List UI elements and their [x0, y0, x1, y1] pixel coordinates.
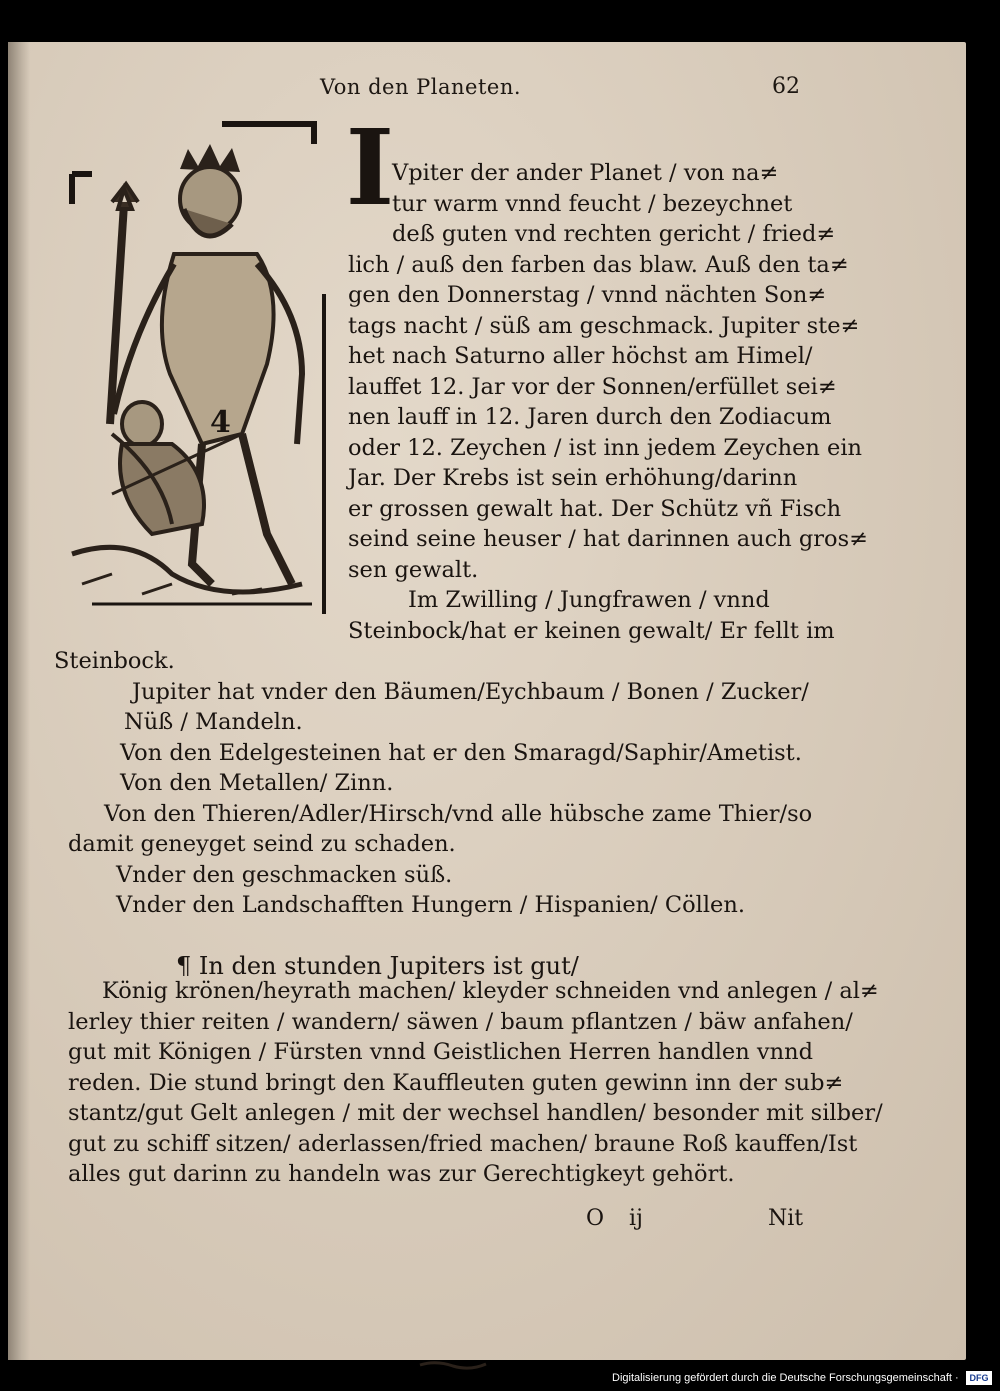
right-column-text: [348, 158, 868, 646]
text-line: alles gut darinn zu handeln was zur Gerechtigkeyt gehört.: [68, 1161, 735, 1187]
text-line: Jar. Der Krebs ist sein erhöhung/darinn: [348, 465, 798, 491]
text-line: seind seine heuser / hat darinnen auch gros≠: [348, 526, 868, 552]
catchword: Nit: [768, 1206, 804, 1231]
text-line: Nüß / Mandeln.: [124, 709, 303, 735]
running-header: Von den Planeten.: [320, 75, 522, 99]
section-heading: ¶ In den stunden Jupiters ist gut/: [176, 952, 579, 980]
ornament-icon: [418, 1358, 488, 1372]
text-line: lich / auß den farben das blaw. Auß den ta≠: [348, 251, 849, 278]
text-line: er grossen gewalt hat. Der Schütz vñ Fisch: [348, 495, 842, 522]
text-line: stantz/gut Gelt anlegen / mit der wechsel handlen/ besonder mit silber/: [68, 1100, 883, 1126]
text-line: damit geneyget seind zu schaden.: [68, 831, 456, 857]
text-line: oder 12. Zeychen / ist inn jedem Zeychen ein: [348, 434, 863, 461]
text-line: Vpiter der ander Planet / von na≠: [392, 160, 779, 186]
jupiter-symbol: 4: [210, 405, 231, 440]
text-line: lauffet 12. Jar vor der Sonnen/erfüllet sei≠: [348, 373, 837, 400]
text-line: tags nacht / süß am geschmack. Jupiter ste≠: [348, 312, 860, 339]
text-line: Von den Metallen/ Zinn.: [120, 770, 394, 796]
text-line: Jupiter hat vnder den Bäumen/Eychbaum / Bonen / Zucker/: [132, 678, 809, 705]
page-number: 62: [772, 74, 800, 99]
signature-mark: O ij: [586, 1206, 643, 1231]
text-line: gut zu schiff sitzen/ aderlassen/fried machen/ braune Roß kauffen/Ist: [68, 1130, 858, 1157]
text-line: König krönen/heyrath machen/ kleyder schneiden vnd anlegen / al≠: [102, 978, 879, 1004]
text-line: gen den Donnerstag / vnnd nächten Son≠: [348, 282, 827, 308]
text-line: reden. Die stund bringt den Kauffleuten guten gewinn inn der sub≠: [68, 1069, 844, 1096]
text-line: tur warm vnnd feucht / bezeychnet: [392, 190, 793, 217]
text-line: gut mit Königen / Fürsten vnnd Geistlichen Herren handlen vnnd: [68, 1039, 813, 1065]
text-line: nen lauff in 12. Jaren durch den Zodiacum: [348, 404, 832, 430]
text-line: het nach Saturno aller höchst am Himel/: [348, 343, 813, 369]
text-line: lerley thier reiten / wandern/ säwen / baum pflantzen / bäw anfahen/: [68, 1008, 853, 1035]
dfg-logo: DFG: [966, 1371, 992, 1385]
jupiter-king-woodcut-icon: [52, 114, 330, 614]
text-line: Steinbock/hat er keinen gewalt/ Er fellt im: [348, 617, 835, 644]
text-line: Von den Thieren/Adler/Hirsch/vnd alle hübsche zame Thier/so: [104, 800, 813, 827]
text-line: Von den Edelgesteinen hat er den Smaragd/Saphir/Ametist.: [120, 739, 802, 766]
text-line: deß guten vnd rechten gericht / fried≠: [392, 221, 836, 247]
text-line: Vnder den geschmacken süß.: [116, 861, 453, 888]
properties-list: [54, 646, 814, 921]
text-line: sen gewalt.: [348, 556, 479, 583]
text-line: Vnder den Landschafften Hungern / Hispanien/ Cöllen.: [116, 892, 745, 918]
text-line: Im Zwilling / Jungfrawen / vnnd: [408, 587, 770, 613]
digitization-credit: Digitalisierung gefördert durch die Deutsche Forschungsgemeinschaft ·: [612, 1372, 959, 1384]
drop-cap-initial: I: [345, 106, 395, 229]
section-body: [54, 976, 883, 1190]
book-page: [8, 42, 966, 1360]
page-gutter-shadow: [8, 42, 30, 1360]
text-line: Steinbock.: [54, 648, 175, 674]
